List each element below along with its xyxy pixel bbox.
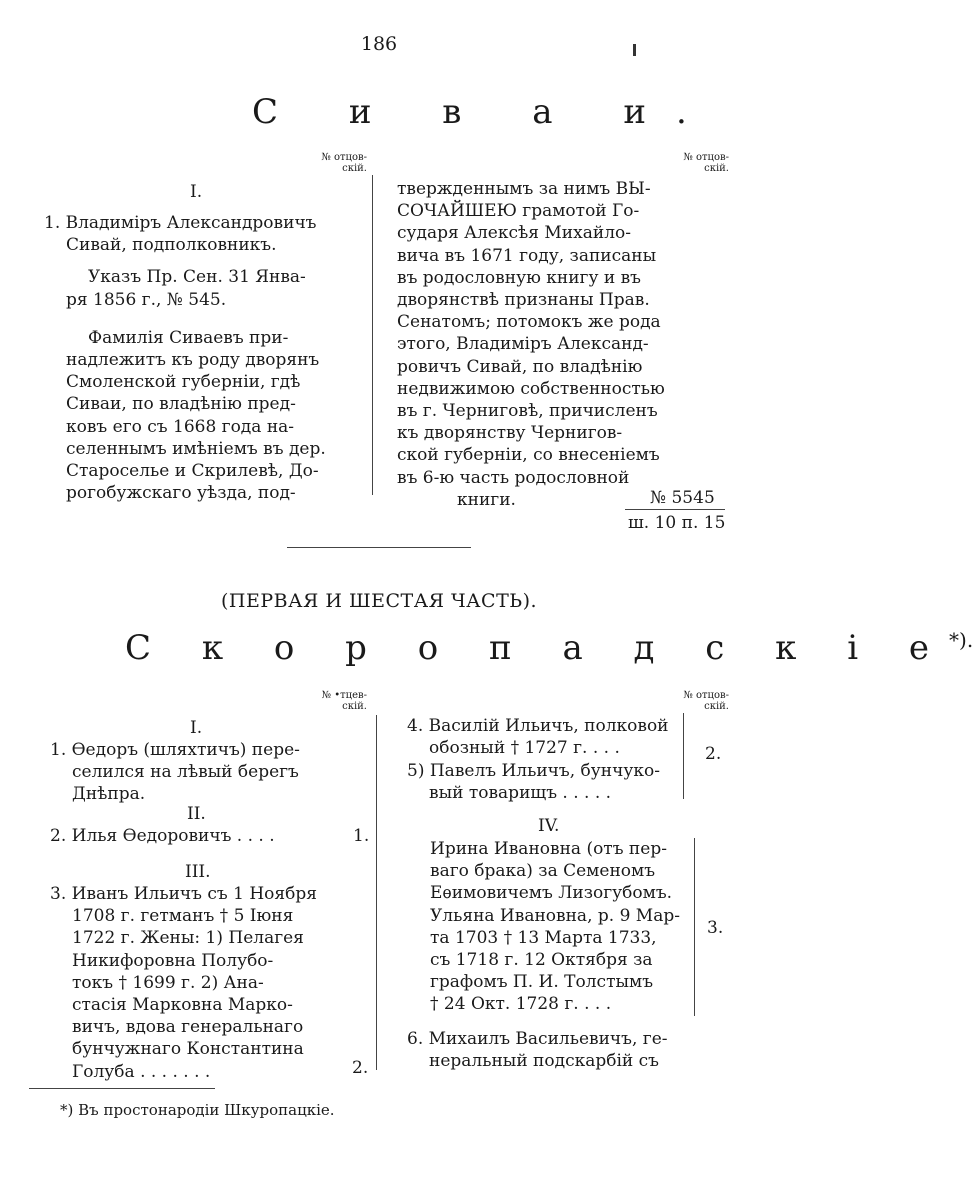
column-tag-right: № отцов- скій.: [683, 152, 729, 174]
entry-4: [407, 715, 687, 759]
entry-3-reference: 2.: [352, 1058, 369, 1078]
text-line: Ульяна Ивановна, р. 9 Мар-: [430, 905, 680, 926]
sivai-left-text: [44, 212, 364, 504]
text-line: токъ † 1699 г. 2) Ана-: [72, 972, 264, 993]
text-line: Сенатомъ; потомокъ же рода: [397, 312, 661, 333]
text-line: въ г. Черниговѣ, причисленъ: [397, 401, 658, 422]
text-line: стасія Марковна Марко-: [72, 995, 293, 1016]
text-line: ваго брака) за Семеномъ: [430, 861, 656, 882]
text-line: вича въ 1671 году, записаны: [397, 245, 657, 266]
page-number: 186: [360, 33, 398, 55]
footnote-marker: *).: [949, 628, 973, 652]
reference-location: ш. 10 п. 15: [628, 513, 726, 533]
text-line: ской губерніи, со внесеніемъ: [397, 445, 660, 466]
roman-heading: I.: [190, 718, 203, 738]
roman-heading: II.: [187, 804, 206, 824]
entry-2-reference: 1.: [353, 826, 370, 846]
column-tag-right: № отцов- скій.: [683, 690, 729, 712]
text-line: СОЧАЙШЕЮ грамотой Го-: [397, 201, 640, 222]
text-line: ря 1856 г., № 545.: [66, 289, 227, 310]
entry-4-5-reference: 2.: [705, 744, 722, 764]
section-separator: [287, 547, 471, 548]
text-line: Сиваи, по владѣнію пред-: [66, 394, 296, 415]
text-line: ровичъ Сивай, по владѣнію: [397, 356, 643, 377]
text-line: Указъ Пр. Сен. 31 Янва-: [88, 267, 306, 288]
section-title-sivai: С и в а и.: [252, 92, 717, 132]
daughters-reference: 3.: [707, 918, 724, 938]
brace-line: [694, 838, 695, 1016]
text-line: 6. Михаилъ Васильевичъ, ге-: [407, 1029, 668, 1049]
entry-5: [407, 760, 687, 804]
text-line: неральный подскарбій съ: [429, 1051, 659, 1072]
entry-6: [407, 1028, 697, 1072]
text-line: Смоленской губерніи, гдѣ: [66, 372, 301, 393]
text-line: обозный † 1727 г. . . .: [429, 738, 620, 759]
print-mark: [633, 44, 636, 56]
text-line: селеннымъ имѣніемъ въ дер.: [66, 438, 326, 459]
text-line: Староселье и Скрилевѣ, До-: [66, 461, 319, 482]
brace-line: [683, 713, 684, 799]
text-line: Ирина Ивановна (отъ пер-: [430, 839, 667, 859]
roman-heading: III.: [185, 862, 211, 882]
section-subtitle: (ПЕРВАЯ И ШЕСТАЯ ЧАСТЬ).: [220, 590, 538, 612]
text-line: 4. Василій Ильичъ, полковой: [407, 716, 669, 736]
text-line: вичъ, вдова генеральнаго: [72, 1017, 304, 1038]
section-title-skoropadskie: [125, 628, 973, 668]
text-line: дворянствѣ признаны Прав.: [397, 290, 650, 311]
entry-3: [50, 883, 370, 1083]
title-text: С к о р о п а д с к і е: [125, 628, 950, 668]
reference-number: № 5545: [650, 488, 715, 508]
text-line: 1. Ѳедоръ (шляхтичъ) пере-: [50, 740, 300, 760]
text-line: сударя Алексѣя Михайло-: [397, 223, 631, 244]
footnote: *) Въ простонародіи Шкуропацкіе.: [60, 1101, 335, 1119]
sivai-right-text: [397, 178, 717, 511]
column-tag-left: № •тцев- скій.: [321, 690, 367, 712]
roman-heading: I.: [190, 182, 203, 202]
text-line: этого, Владиміръ Александ-: [397, 334, 649, 355]
column-divider: [372, 175, 373, 495]
entry-2: 2. Илья Ѳедоровичъ . . . .: [50, 826, 275, 846]
text-line: въ 6-ю часть родословной: [397, 467, 630, 488]
text-line: 1708 г. гетманъ † 5 Іюня: [72, 906, 294, 927]
entry-1: [50, 739, 370, 806]
text-line: Еѳимовичемъ Лизогубомъ.: [430, 883, 673, 904]
text-line: † 24 Окт. 1728 г. . . .: [430, 994, 612, 1015]
text-line: 1. Владиміръ Александровичъ: [44, 213, 317, 233]
text-line: съ 1718 г. 12 Октября за: [430, 950, 653, 971]
column-tag-left: № отцов- скій.: [321, 152, 367, 174]
text-line: вый товарищъ . . . . .: [429, 783, 612, 804]
text-line: Голуба . . . . . . .: [72, 1061, 211, 1082]
text-line: графомъ П. И. Толстымъ: [430, 972, 654, 993]
text-line: Днѣпра.: [72, 784, 146, 805]
reference-rule: [625, 509, 725, 510]
text-line: 3. Иванъ Ильичъ съ 1 Ноября: [50, 884, 317, 904]
text-line: въ родословную книгу и въ: [397, 267, 641, 288]
text-line: недвижимою собственностью: [397, 378, 665, 399]
text-line: селился на лѣвый берегъ: [72, 762, 299, 783]
text-line: та 1703 † 13 Марта 1733,: [430, 927, 657, 948]
text-line: бунчужнаго Константина: [72, 1039, 304, 1060]
text-line: твержденнымъ за нимъ ВЫ-: [397, 179, 651, 199]
text-line: рогобужскаго уѣзда, под-: [66, 483, 296, 504]
text-line: книги.: [457, 489, 516, 510]
column-divider: [376, 715, 377, 1070]
daughters-block: [430, 838, 690, 1016]
footnote-rule: [29, 1088, 215, 1089]
text-line: Никифоровна Полубо-: [72, 950, 274, 971]
text-line: 5) Павелъ Ильичъ, бунчуко-: [407, 761, 660, 781]
text-line: Сивай, подполковникъ.: [66, 235, 277, 256]
text-line: 1722 г. Жены: 1) Пелагея: [72, 928, 304, 949]
text-line: Фамилія Сиваевъ при-: [88, 327, 289, 348]
text-line: надлежитъ къ роду дворянъ: [66, 350, 320, 371]
text-line: ковъ его съ 1668 года на-: [66, 416, 295, 437]
text-line: къ дворянству Чернигов-: [397, 423, 623, 444]
roman-heading: IV.: [538, 816, 560, 836]
